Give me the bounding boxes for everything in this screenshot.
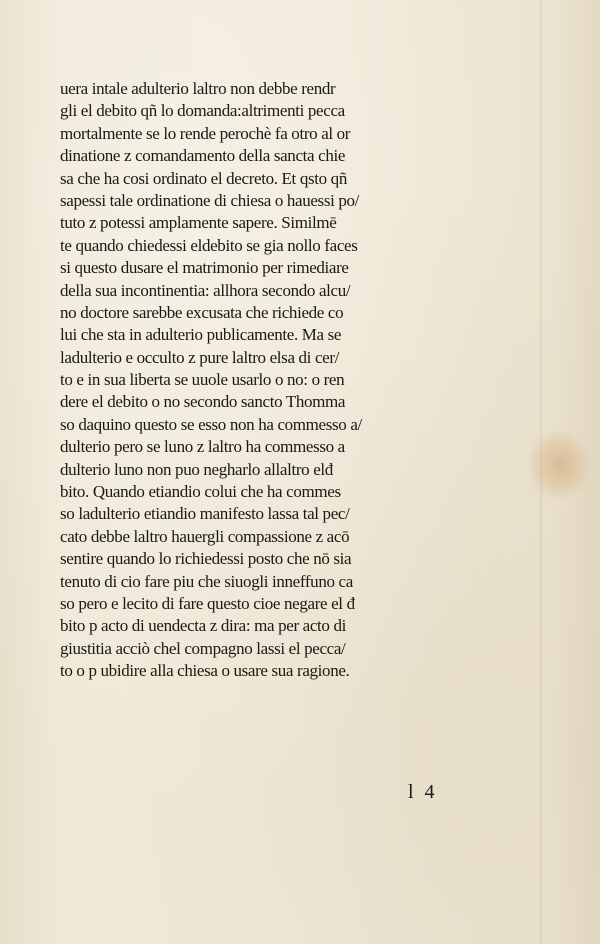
text-line: ladulterio e occulto z pure laltro elsa di cer/ (60, 347, 340, 367)
foxing-stain (528, 430, 590, 500)
text-block (60, 78, 480, 683)
text-line: to o p ubidire alla chiesa o usare sua ragione. (60, 661, 350, 681)
text-line: te quando chiedessi eldebito se gia nollo faces (60, 235, 358, 255)
text-line: uera intale adulterio laltro non debbe rendr (60, 79, 336, 98)
text-line: giustitia acciò chel compagno lassi el pecca/ (60, 638, 346, 658)
text-line: si questo dusare el matrimonio per rimediare (60, 258, 349, 278)
text-line: dulterio luno non puo negharlo allaltro elđ (60, 459, 333, 479)
text-line: bito. Quando etiandio colui che ha commes (60, 482, 341, 502)
text-line: dinatione z comandamento della sancta chie (60, 146, 346, 166)
text-line: so ladulterio etiandio manifesto lassa tal pec/ (60, 504, 350, 524)
text-line: della sua incontinentia: allhora secondo alcu/ (60, 280, 351, 300)
signature-mark: l 4 (408, 781, 438, 803)
text-line: tuto z potessi amplamente sapere. Similmē (60, 213, 337, 233)
text-line: so daquino questo se esso non ha commesso a/ (60, 414, 362, 434)
text-line: cato debbe laltro hauergli compassione z acō (60, 526, 350, 546)
text-line: lui che sta in adulterio publicamente. Ma se (60, 325, 342, 345)
text-line: sentire quando lo richiedessi posto che nō sia (60, 549, 352, 569)
text-line: mortalmente se lo rende perochè fa otro al or (60, 123, 351, 143)
text-line: sa che ha cosi ordinato el decreto. Et qsto qñ (60, 168, 347, 188)
text-line: gli el debito qñ lo domanda:altrimenti pecca (60, 101, 345, 121)
text-line: tenuto di cio fare piu che siuogli inneffuno ca (60, 571, 353, 591)
text-line: sapessi tale ordinatione di chiesa o hauessi po/ (60, 190, 360, 210)
text-line: so pero e lecito di fare questo cioe negare el đ (60, 593, 355, 613)
text-line: to e in sua liberta se uuole usarlo o no: o ren (60, 370, 345, 390)
text-line: dulterio pero se luno z laltro ha commesso a (60, 437, 345, 457)
text-line: dere el debito o no secondo sancto Thomma (60, 392, 346, 412)
text-line: no doctore sarebbe excusata che richiede co (60, 302, 344, 322)
text-line: bito p acto di uendecta z dira: ma per acto di (60, 616, 346, 636)
